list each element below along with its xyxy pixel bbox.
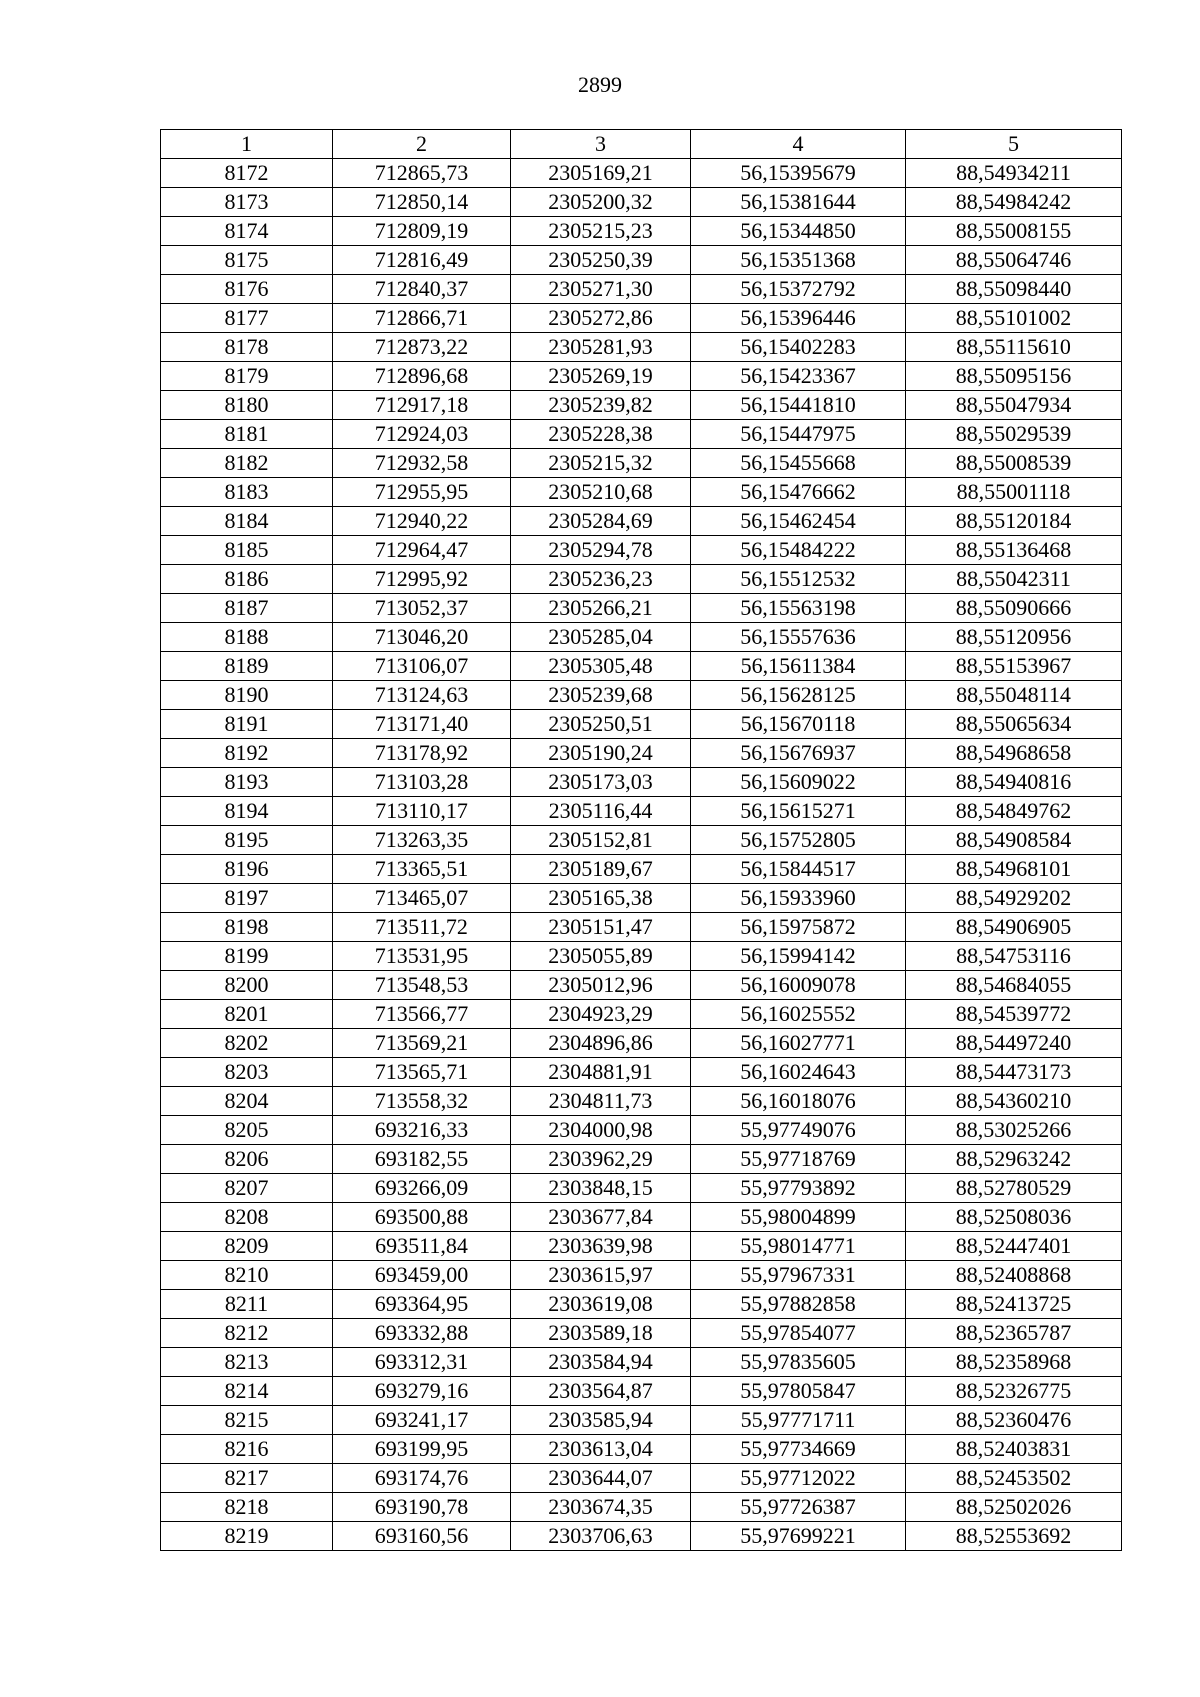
longitude-cell: 88,52413725: [906, 1290, 1122, 1319]
point-number-cell: 8182: [161, 449, 333, 478]
longitude-cell: 88,55047934: [906, 391, 1122, 420]
point-number-cell: 8203: [161, 1058, 333, 1087]
x-coordinate-cell: 712866,71: [333, 304, 511, 333]
table-row: [161, 681, 1122, 710]
latitude-cell: 56,15933960: [691, 884, 906, 913]
latitude-cell: 56,15512532: [691, 565, 906, 594]
point-number-cell: 8218: [161, 1493, 333, 1522]
latitude-cell: 56,16009078: [691, 971, 906, 1000]
y-coordinate-cell: 2305151,47: [511, 913, 691, 942]
table-row: [161, 913, 1122, 942]
latitude-cell: 55,97771711: [691, 1406, 906, 1435]
column-header: 1: [161, 130, 333, 159]
latitude-cell: 55,98004899: [691, 1203, 906, 1232]
table-row: [161, 797, 1122, 826]
latitude-cell: 56,15994142: [691, 942, 906, 971]
table-row: [161, 1029, 1122, 1058]
longitude-cell: 88,55090666: [906, 594, 1122, 623]
latitude-cell: 55,97749076: [691, 1116, 906, 1145]
x-coordinate-cell: 693174,76: [333, 1464, 511, 1493]
table-row: [161, 420, 1122, 449]
point-number-cell: 8215: [161, 1406, 333, 1435]
x-coordinate-cell: 713569,21: [333, 1029, 511, 1058]
longitude-cell: 88,52358968: [906, 1348, 1122, 1377]
latitude-cell: 56,15441810: [691, 391, 906, 420]
x-coordinate-cell: 713052,37: [333, 594, 511, 623]
latitude-cell: 56,15462454: [691, 507, 906, 536]
table-row: [161, 1116, 1122, 1145]
latitude-cell: 56,15381644: [691, 188, 906, 217]
longitude-cell: 88,54539772: [906, 1000, 1122, 1029]
latitude-cell: 56,15628125: [691, 681, 906, 710]
longitude-cell: 88,54984242: [906, 188, 1122, 217]
longitude-cell: 88,55008155: [906, 217, 1122, 246]
x-coordinate-cell: 693182,55: [333, 1145, 511, 1174]
point-number-cell: 8196: [161, 855, 333, 884]
y-coordinate-cell: 2305189,67: [511, 855, 691, 884]
y-coordinate-cell: 2305200,32: [511, 188, 691, 217]
latitude-cell: 56,15609022: [691, 768, 906, 797]
table-row: [161, 1406, 1122, 1435]
y-coordinate-cell: 2303613,04: [511, 1435, 691, 1464]
table-row: [161, 1087, 1122, 1116]
latitude-cell: 56,15455668: [691, 449, 906, 478]
point-number-cell: 8173: [161, 188, 333, 217]
longitude-cell: 88,54684055: [906, 971, 1122, 1000]
point-number-cell: 8190: [161, 681, 333, 710]
point-number-cell: 8184: [161, 507, 333, 536]
y-coordinate-cell: 2305266,21: [511, 594, 691, 623]
y-coordinate-cell: 2305210,68: [511, 478, 691, 507]
x-coordinate-cell: 712940,22: [333, 507, 511, 536]
y-coordinate-cell: 2303584,94: [511, 1348, 691, 1377]
longitude-cell: 88,52502026: [906, 1493, 1122, 1522]
y-coordinate-cell: 2305250,39: [511, 246, 691, 275]
latitude-cell: 56,15344850: [691, 217, 906, 246]
x-coordinate-cell: 693279,16: [333, 1377, 511, 1406]
y-coordinate-cell: 2305271,30: [511, 275, 691, 304]
latitude-cell: 56,15975872: [691, 913, 906, 942]
table-header-row: [161, 130, 1122, 159]
longitude-cell: 88,55048114: [906, 681, 1122, 710]
x-coordinate-cell: 693216,33: [333, 1116, 511, 1145]
y-coordinate-cell: 2304896,86: [511, 1029, 691, 1058]
longitude-cell: 88,55008539: [906, 449, 1122, 478]
y-coordinate-cell: 2303674,35: [511, 1493, 691, 1522]
longitude-cell: 88,54908584: [906, 826, 1122, 855]
latitude-cell: 55,97699221: [691, 1522, 906, 1551]
y-coordinate-cell: 2304811,73: [511, 1087, 691, 1116]
coordinates-table: [160, 129, 1122, 1551]
point-number-cell: 8206: [161, 1145, 333, 1174]
table-row: [161, 449, 1122, 478]
table-row: [161, 594, 1122, 623]
longitude-cell: 88,55136468: [906, 536, 1122, 565]
x-coordinate-cell: 713263,35: [333, 826, 511, 855]
latitude-cell: 55,97793892: [691, 1174, 906, 1203]
x-coordinate-cell: 713110,17: [333, 797, 511, 826]
point-number-cell: 8174: [161, 217, 333, 246]
point-number-cell: 8172: [161, 159, 333, 188]
y-coordinate-cell: 2305284,69: [511, 507, 691, 536]
table-row: [161, 826, 1122, 855]
column-header: 2: [333, 130, 511, 159]
latitude-cell: 56,15372792: [691, 275, 906, 304]
longitude-cell: 88,55042311: [906, 565, 1122, 594]
y-coordinate-cell: 2303644,07: [511, 1464, 691, 1493]
point-number-cell: 8193: [161, 768, 333, 797]
point-number-cell: 8212: [161, 1319, 333, 1348]
x-coordinate-cell: 693199,95: [333, 1435, 511, 1464]
x-coordinate-cell: 713103,28: [333, 768, 511, 797]
latitude-cell: 56,15557636: [691, 623, 906, 652]
latitude-cell: 56,15563198: [691, 594, 906, 623]
y-coordinate-cell: 2305281,93: [511, 333, 691, 362]
table-row: [161, 623, 1122, 652]
table-row: [161, 536, 1122, 565]
table-row: [161, 1203, 1122, 1232]
y-coordinate-cell: 2305190,24: [511, 739, 691, 768]
longitude-cell: 88,54934211: [906, 159, 1122, 188]
latitude-cell: 55,97805847: [691, 1377, 906, 1406]
table-row: [161, 1348, 1122, 1377]
point-number-cell: 8186: [161, 565, 333, 594]
latitude-cell: 56,15615271: [691, 797, 906, 826]
y-coordinate-cell: 2305239,68: [511, 681, 691, 710]
longitude-cell: 88,52447401: [906, 1232, 1122, 1261]
x-coordinate-cell: 712873,22: [333, 333, 511, 362]
y-coordinate-cell: 2305152,81: [511, 826, 691, 855]
point-number-cell: 8191: [161, 710, 333, 739]
x-coordinate-cell: 713046,20: [333, 623, 511, 652]
point-number-cell: 8216: [161, 1435, 333, 1464]
latitude-cell: 56,15484222: [691, 536, 906, 565]
table-row: [161, 971, 1122, 1000]
latitude-cell: 56,15676937: [691, 739, 906, 768]
x-coordinate-cell: 693241,17: [333, 1406, 511, 1435]
table-row: [161, 391, 1122, 420]
point-number-cell: 8185: [161, 536, 333, 565]
point-number-cell: 8189: [161, 652, 333, 681]
point-number-cell: 8208: [161, 1203, 333, 1232]
y-coordinate-cell: 2305165,38: [511, 884, 691, 913]
point-number-cell: 8201: [161, 1000, 333, 1029]
point-number-cell: 8194: [161, 797, 333, 826]
table-row: [161, 478, 1122, 507]
x-coordinate-cell: 713171,40: [333, 710, 511, 739]
column-header: 3: [511, 130, 691, 159]
x-coordinate-cell: 713178,92: [333, 739, 511, 768]
y-coordinate-cell: 2304881,91: [511, 1058, 691, 1087]
point-number-cell: 8213: [161, 1348, 333, 1377]
point-number-cell: 8187: [161, 594, 333, 623]
y-coordinate-cell: 2305305,48: [511, 652, 691, 681]
longitude-cell: 88,55115610: [906, 333, 1122, 362]
table-row: [161, 217, 1122, 246]
longitude-cell: 88,52360476: [906, 1406, 1122, 1435]
x-coordinate-cell: 712850,14: [333, 188, 511, 217]
table-row: [161, 739, 1122, 768]
point-number-cell: 8177: [161, 304, 333, 333]
longitude-cell: 88,55064746: [906, 246, 1122, 275]
x-coordinate-cell: 712955,95: [333, 478, 511, 507]
longitude-cell: 88,55120184: [906, 507, 1122, 536]
point-number-cell: 8207: [161, 1174, 333, 1203]
table-row: [161, 1000, 1122, 1029]
y-coordinate-cell: 2305239,82: [511, 391, 691, 420]
y-coordinate-cell: 2305055,89: [511, 942, 691, 971]
x-coordinate-cell: 712964,47: [333, 536, 511, 565]
y-coordinate-cell: 2305012,96: [511, 971, 691, 1000]
longitude-cell: 88,52508036: [906, 1203, 1122, 1232]
longitude-cell: 88,52453502: [906, 1464, 1122, 1493]
x-coordinate-cell: 712917,18: [333, 391, 511, 420]
point-number-cell: 8205: [161, 1116, 333, 1145]
longitude-cell: 88,54940816: [906, 768, 1122, 797]
latitude-cell: 55,97734669: [691, 1435, 906, 1464]
x-coordinate-cell: 693500,88: [333, 1203, 511, 1232]
point-number-cell: 8198: [161, 913, 333, 942]
x-coordinate-cell: 693312,31: [333, 1348, 511, 1377]
latitude-cell: 56,15447975: [691, 420, 906, 449]
y-coordinate-cell: 2303615,97: [511, 1261, 691, 1290]
table-row: [161, 884, 1122, 913]
latitude-cell: 56,16027771: [691, 1029, 906, 1058]
latitude-cell: 56,16024643: [691, 1058, 906, 1087]
x-coordinate-cell: 712816,49: [333, 246, 511, 275]
y-coordinate-cell: 2303639,98: [511, 1232, 691, 1261]
table-body: [161, 130, 1122, 1551]
longitude-cell: 88,54968101: [906, 855, 1122, 884]
x-coordinate-cell: 693160,56: [333, 1522, 511, 1551]
point-number-cell: 8180: [161, 391, 333, 420]
latitude-cell: 55,97882858: [691, 1290, 906, 1319]
latitude-cell: 55,98014771: [691, 1232, 906, 1261]
latitude-cell: 56,16018076: [691, 1087, 906, 1116]
x-coordinate-cell: 713558,32: [333, 1087, 511, 1116]
point-number-cell: 8192: [161, 739, 333, 768]
longitude-cell: 88,54906905: [906, 913, 1122, 942]
point-number-cell: 8217: [161, 1464, 333, 1493]
point-number-cell: 8200: [161, 971, 333, 1000]
table-row: [161, 188, 1122, 217]
longitude-cell: 88,55098440: [906, 275, 1122, 304]
y-coordinate-cell: 2303589,18: [511, 1319, 691, 1348]
x-coordinate-cell: 713106,07: [333, 652, 511, 681]
y-coordinate-cell: 2305215,32: [511, 449, 691, 478]
table-row: [161, 275, 1122, 304]
longitude-cell: 88,54753116: [906, 942, 1122, 971]
longitude-cell: 88,55120956: [906, 623, 1122, 652]
table-row: [161, 1232, 1122, 1261]
longitude-cell: 88,54849762: [906, 797, 1122, 826]
latitude-cell: 55,97712022: [691, 1464, 906, 1493]
x-coordinate-cell: 693459,00: [333, 1261, 511, 1290]
point-number-cell: 8197: [161, 884, 333, 913]
y-coordinate-cell: 2305116,44: [511, 797, 691, 826]
longitude-cell: 88,52408868: [906, 1261, 1122, 1290]
latitude-cell: 56,15396446: [691, 304, 906, 333]
longitude-cell: 88,55029539: [906, 420, 1122, 449]
x-coordinate-cell: 712932,58: [333, 449, 511, 478]
y-coordinate-cell: 2305269,19: [511, 362, 691, 391]
longitude-cell: 88,55101002: [906, 304, 1122, 333]
y-coordinate-cell: 2305215,23: [511, 217, 691, 246]
table-row: [161, 1493, 1122, 1522]
y-coordinate-cell: 2305285,04: [511, 623, 691, 652]
latitude-cell: 56,15476662: [691, 478, 906, 507]
table-row: [161, 507, 1122, 536]
x-coordinate-cell: 693511,84: [333, 1232, 511, 1261]
point-number-cell: 8178: [161, 333, 333, 362]
point-number-cell: 8210: [161, 1261, 333, 1290]
table-row: [161, 246, 1122, 275]
longitude-cell: 88,55001118: [906, 478, 1122, 507]
x-coordinate-cell: 713124,63: [333, 681, 511, 710]
longitude-cell: 88,54968658: [906, 739, 1122, 768]
page-number: 2899: [578, 72, 622, 97]
x-coordinate-cell: 693332,88: [333, 1319, 511, 1348]
y-coordinate-cell: 2303848,15: [511, 1174, 691, 1203]
y-coordinate-cell: 2303677,84: [511, 1203, 691, 1232]
column-header: 5: [906, 130, 1122, 159]
x-coordinate-cell: 713511,72: [333, 913, 511, 942]
y-coordinate-cell: 2304000,98: [511, 1116, 691, 1145]
x-coordinate-cell: 693364,95: [333, 1290, 511, 1319]
table-row: [161, 1058, 1122, 1087]
latitude-cell: 56,15402283: [691, 333, 906, 362]
longitude-cell: 88,52403831: [906, 1435, 1122, 1464]
table-row: [161, 1522, 1122, 1551]
longitude-cell: 88,55095156: [906, 362, 1122, 391]
latitude-cell: 56,15611384: [691, 652, 906, 681]
longitude-cell: 88,55065634: [906, 710, 1122, 739]
point-number-cell: 8176: [161, 275, 333, 304]
y-coordinate-cell: 2305272,86: [511, 304, 691, 333]
y-coordinate-cell: 2305173,03: [511, 768, 691, 797]
point-number-cell: 8188: [161, 623, 333, 652]
y-coordinate-cell: 2303706,63: [511, 1522, 691, 1551]
longitude-cell: 88,52780529: [906, 1174, 1122, 1203]
table-row: [161, 1435, 1122, 1464]
latitude-cell: 55,97854077: [691, 1319, 906, 1348]
longitude-cell: 88,53025266: [906, 1116, 1122, 1145]
y-coordinate-cell: 2304923,29: [511, 1000, 691, 1029]
x-coordinate-cell: 693190,78: [333, 1493, 511, 1522]
x-coordinate-cell: 712896,68: [333, 362, 511, 391]
longitude-cell: 88,54473173: [906, 1058, 1122, 1087]
x-coordinate-cell: 713566,77: [333, 1000, 511, 1029]
longitude-cell: 88,54497240: [906, 1029, 1122, 1058]
x-coordinate-cell: 713548,53: [333, 971, 511, 1000]
table-row: [161, 362, 1122, 391]
x-coordinate-cell: 713365,51: [333, 855, 511, 884]
y-coordinate-cell: 2303585,94: [511, 1406, 691, 1435]
x-coordinate-cell: 713531,95: [333, 942, 511, 971]
y-coordinate-cell: 2305169,21: [511, 159, 691, 188]
longitude-cell: 88,52365787: [906, 1319, 1122, 1348]
table-row: [161, 333, 1122, 362]
latitude-cell: 56,15351368: [691, 246, 906, 275]
table-row: [161, 304, 1122, 333]
table-row: [161, 1377, 1122, 1406]
point-number-cell: 8214: [161, 1377, 333, 1406]
point-number-cell: 8199: [161, 942, 333, 971]
y-coordinate-cell: 2303619,08: [511, 1290, 691, 1319]
longitude-cell: 88,55153967: [906, 652, 1122, 681]
point-number-cell: 8181: [161, 420, 333, 449]
y-coordinate-cell: 2303564,87: [511, 1377, 691, 1406]
point-number-cell: 8204: [161, 1087, 333, 1116]
y-coordinate-cell: 2305228,38: [511, 420, 691, 449]
table-row: [161, 652, 1122, 681]
longitude-cell: 88,52963242: [906, 1145, 1122, 1174]
table-row: [161, 710, 1122, 739]
latitude-cell: 56,15423367: [691, 362, 906, 391]
point-number-cell: 8183: [161, 478, 333, 507]
point-number-cell: 8209: [161, 1232, 333, 1261]
table-row: [161, 1290, 1122, 1319]
latitude-cell: 56,15844517: [691, 855, 906, 884]
longitude-cell: 88,54360210: [906, 1087, 1122, 1116]
x-coordinate-cell: 712840,37: [333, 275, 511, 304]
y-coordinate-cell: 2305294,78: [511, 536, 691, 565]
x-coordinate-cell: 693266,09: [333, 1174, 511, 1203]
longitude-cell: 88,52553692: [906, 1522, 1122, 1551]
point-number-cell: 8219: [161, 1522, 333, 1551]
x-coordinate-cell: 712995,92: [333, 565, 511, 594]
point-number-cell: 8211: [161, 1290, 333, 1319]
latitude-cell: 56,15395679: [691, 159, 906, 188]
latitude-cell: 56,16025552: [691, 1000, 906, 1029]
y-coordinate-cell: 2303962,29: [511, 1145, 691, 1174]
table-row: [161, 1261, 1122, 1290]
table-row: [161, 159, 1122, 188]
table-row: [161, 1145, 1122, 1174]
table-row: [161, 565, 1122, 594]
y-coordinate-cell: 2305250,51: [511, 710, 691, 739]
point-number-cell: 8175: [161, 246, 333, 275]
table-row: [161, 768, 1122, 797]
y-coordinate-cell: 2305236,23: [511, 565, 691, 594]
latitude-cell: 55,97835605: [691, 1348, 906, 1377]
x-coordinate-cell: 713465,07: [333, 884, 511, 913]
longitude-cell: 88,52326775: [906, 1377, 1122, 1406]
table-row: [161, 1174, 1122, 1203]
table-row: [161, 855, 1122, 884]
point-number-cell: 8179: [161, 362, 333, 391]
latitude-cell: 56,15670118: [691, 710, 906, 739]
point-number-cell: 8195: [161, 826, 333, 855]
longitude-cell: 88,54929202: [906, 884, 1122, 913]
latitude-cell: 55,97726387: [691, 1493, 906, 1522]
table-row: [161, 1319, 1122, 1348]
x-coordinate-cell: 712809,19: [333, 217, 511, 246]
x-coordinate-cell: 712924,03: [333, 420, 511, 449]
point-number-cell: 8202: [161, 1029, 333, 1058]
x-coordinate-cell: 713565,71: [333, 1058, 511, 1087]
latitude-cell: 56,15752805: [691, 826, 906, 855]
table-row: [161, 942, 1122, 971]
latitude-cell: 55,97967331: [691, 1261, 906, 1290]
table-row: [161, 1464, 1122, 1493]
latitude-cell: 55,97718769: [691, 1145, 906, 1174]
column-header: 4: [691, 130, 906, 159]
x-coordinate-cell: 712865,73: [333, 159, 511, 188]
